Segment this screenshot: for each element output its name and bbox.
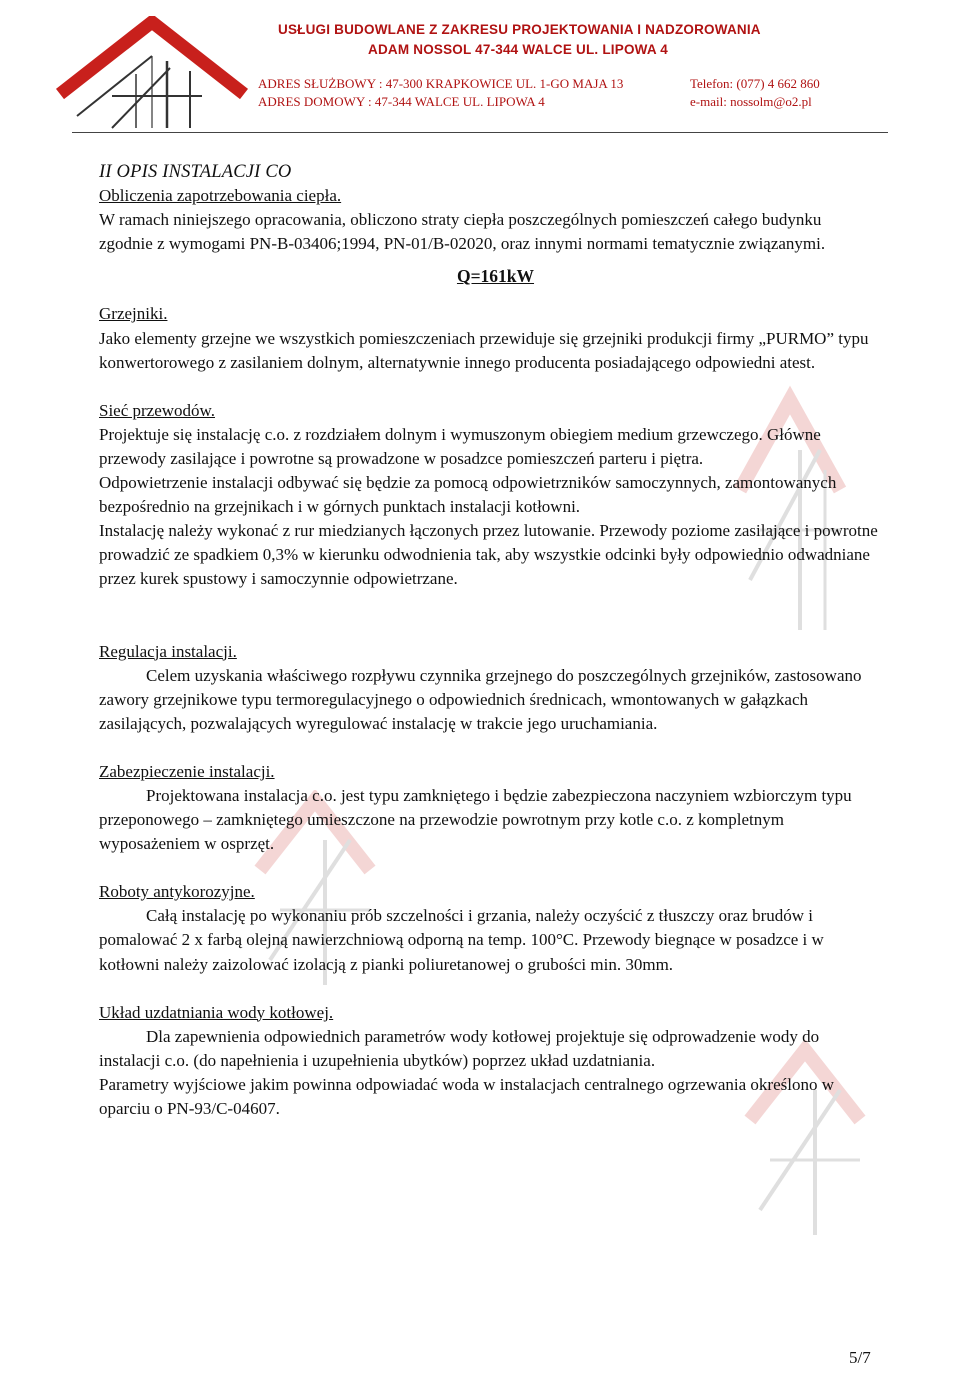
section-heading-piping: Sieć przewodów. xyxy=(99,400,215,420)
paragraph-protection: Projektowana instalacja c.o. jest typu zamkniętego i będzie zabezpieczona naczyniem wzbiorczym typu przeponowego – zamkniętego umieszczone na przewodzie powrotnym przy kotle c.o. z kompletnym wyposażeniem w osprzęt. xyxy=(99,785,852,854)
section-heading-heat-calc: Obliczenia zapotrzebowania ciepła. xyxy=(99,186,342,206)
company-owner: ADAM NOSSOL 47-344 WALCE UL. LIPOWA 4 xyxy=(368,42,668,57)
phone-number: Telefon: (077) 4 662 860 xyxy=(690,76,820,91)
email-address: e-mail: nossolm@o2.pl xyxy=(690,94,812,109)
section-heading-radiators: Grzejniki. xyxy=(99,304,168,324)
chapter-title: II OPIS INSTALACJI CO xyxy=(99,162,292,182)
section-heading-regulation: Regulacja instalacji. xyxy=(99,641,237,661)
heat-demand-result xyxy=(99,256,879,302)
header-divider xyxy=(72,132,888,133)
paragraph-anticorrosion: Całą instalację po wykonaniu prób szczelności i grzania, należy oczyścić z tłuszczy oraz brudów i pomalować 2 x farbą olejną nawierzchniową odporną na temp. 100°C. Przewody biegnące w posadzce i w kotłowni należy zaizolować izolacją z pianki poliuretanowej o grubości min. 30mm. xyxy=(99,906,824,974)
section-heading-water-treatment: Układ uzdatniania wody kotłowej. xyxy=(99,1002,334,1022)
paragraph-water-treatment-2: Parametry wyjściowe jakim powinna odpowiadać woda w instalacjach centralnego ogrzewania określono w oparciu o PN-93/C-04607. xyxy=(99,1074,835,1118)
company-logo xyxy=(52,16,252,134)
paragraph-regulation: Celem uzyskania właściwego rozpływu czynnika grzejnego do poszczególnych grzejników, zastosowano zawory grzejnikowe typu termoregulacyjnego o odpowiednich średnicach, wmontowanych w gałązkach zasilających, pozwalających wyregulować instalację w trakcie jego uruchamiania. xyxy=(99,665,862,733)
home-address: ADRES DOMOWY : 47-344 WALCE UL. LIPOWA 4 xyxy=(258,94,545,109)
section-heading-anticorrosion: Roboty antykorozyjne. xyxy=(99,882,255,902)
office-address: ADRES SŁUŻBOWY : 47-300 KRAPKOWICE UL. 1-GO MAJA 13 xyxy=(258,76,624,91)
paragraph-piping-3: Instalację należy wykonać z rur miedzianych łączonych przez lutowanie. Przewody poziome zasilające i powrotne prowadzić ze spadkiem 0,3% w kierunku odwodnienia tak, aby wszystkie odcinki były odpowiednio odwadniane przez kurek spustowy i samoczynnie odpowietrzane. xyxy=(99,521,878,589)
company-name: USŁUGI BUDOWLANE Z ZAKRESU PROJEKTOWANIA I NADZOROWANIA xyxy=(278,22,761,37)
heat-demand-value: Q=161kW xyxy=(456,266,535,287)
paragraph-piping-2: Odpowietrzenie instalacji odbywać się będzie za pomocą odpowietrzników samoczynnych, zamontowanych bezpośrednio na grzejnikach i w górnych punktach instalacji kotłowni. xyxy=(99,473,837,517)
paragraph-heat-calc: W ramach niniejszego opracowania, obliczono straty ciepła poszczególnych pomieszczeń całego budynku zgodnie z wymogami PN-B-03406;1994, PN-01/B-02020, oraz innymi normami tematycznie związanymi. xyxy=(99,210,826,254)
document-body xyxy=(99,160,879,1121)
paragraph-radiators: Jako elementy grzejne we wszystkich pomieszczeniach przewiduje się grzejniki produkcji firmy „PURMO” typu konwertorowego z zasilaniem dolnym, alternatywnie innego producenta posiadającego odpowiedni atest. xyxy=(99,328,869,372)
section-heading-protection: Zabezpieczenie instalacji. xyxy=(99,761,275,781)
paragraph-piping-1: Projektuje się instalację c.o. z rozdziałem dolnym i wymuszonym obiegiem medium grzewczego. Główne przewody zasilające i powrotne są prowadzone w posadzce pomieszczeń parteru i piętra. xyxy=(99,424,821,468)
page-number: 5/7 xyxy=(849,1348,871,1367)
paragraph-water-treatment-1: Dla zapewnienia odpowiednich parametrów wody kotłowej projektuje się odprowadzenie wody do instalacji c.o. (do napełnienia i uzupełnienia ubytków) poprzez układ uzdatniania. xyxy=(99,1026,820,1070)
